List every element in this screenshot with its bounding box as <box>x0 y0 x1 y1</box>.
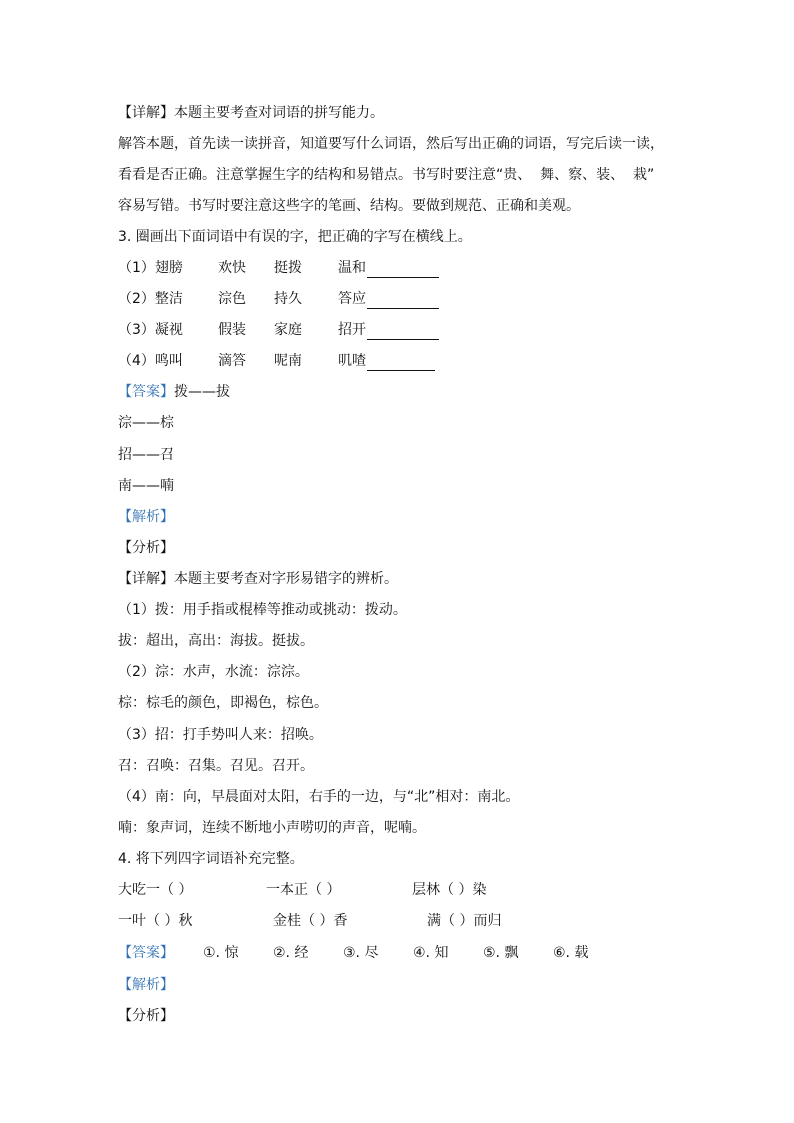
idiom-blank-3: 层林（ ）染 <box>412 882 487 898</box>
word-1: 整洁 <box>154 291 183 307</box>
idiom-blank-4: 一叶（ ）秋 <box>118 913 193 929</box>
answer-line-4: 南——喃 <box>118 478 174 494</box>
word-3: 持久 <box>274 291 302 307</box>
idiom-blank-6: 满（ ）而归 <box>427 913 502 929</box>
answer-blank[interactable] <box>367 355 435 371</box>
answer-label: 【答案】 <box>118 384 174 400</box>
detail-paragraph-1 <box>118 103 384 123</box>
answer-4: ④. 知 <box>413 945 449 961</box>
note-line-6: 召：召唤：召集。召见。召开。 <box>118 758 314 774</box>
detail-text: 本题主要考查对字形易错字的辨析。 <box>174 571 398 587</box>
answer-6: ⑥. 载 <box>553 945 589 961</box>
question-3-title: 3. 圈画出下面词语中有误的字，把正确的字写在横线上。 <box>118 229 472 245</box>
word-2: 欢快 <box>218 260 246 276</box>
detail-label: 【详解】 <box>118 571 174 587</box>
word-4: 叽喳 <box>338 353 366 369</box>
answer-blank[interactable] <box>367 262 439 278</box>
word-2: 滴答 <box>218 353 246 369</box>
idiom-blank-2: 一本正（ ） <box>266 882 341 898</box>
row-number: （1） <box>118 260 155 276</box>
word-1: 凝视 <box>154 322 183 338</box>
note-line-4: 棕：棕毛的颜色，即褐色，棕色。 <box>118 695 328 711</box>
answer-blank[interactable] <box>367 293 439 309</box>
idiom-blank-5: 金桂（ ）香 <box>273 913 348 929</box>
jiexi-label: 【解析】 <box>118 509 174 525</box>
answer-3: ③. 尽 <box>343 945 379 961</box>
answer-line-1: 拨——拔 <box>174 384 230 400</box>
answer-label: 【答案】 <box>118 945 174 961</box>
detail-label: 【详解】 <box>118 105 174 121</box>
answer-5: ⑤. 飘 <box>483 945 519 961</box>
answer-blank[interactable] <box>367 324 439 340</box>
word-1: 鸣叫 <box>154 353 183 369</box>
word-4: 温和 <box>338 260 366 276</box>
row-number: （2） <box>118 291 155 307</box>
q3-answer-line <box>118 382 230 402</box>
note-line-5: （3）招：打手势叫人来：招唤。 <box>118 727 323 743</box>
detail-line-2: 解答本题，首先读一读拼音，知道要写什么词语，然后写出正确的词语，写完后读一读， <box>118 136 664 152</box>
detail-line-4: 容易写错。书写时要注意这些字的笔画、结构。要做到规范、正确和美观。 <box>118 198 580 214</box>
q4-fenxi-label: 【分析】 <box>118 1008 174 1024</box>
row-number: （4） <box>118 353 155 369</box>
word-3: 呢南 <box>274 353 302 369</box>
word-4: 答应 <box>338 291 366 307</box>
idiom-blank-1: 大吃一（ ） <box>118 882 193 898</box>
q3-detail <box>118 569 398 589</box>
note-line-8: 喃：象声词，连续不断地小声唠叨的声音，呢喃。 <box>118 820 426 836</box>
word-4: 招开 <box>338 322 366 338</box>
note-line-7: （4）南：向，早晨面对太阳，右手的一边，与“北”相对：南北。 <box>118 789 520 805</box>
fenxi-label: 【分析】 <box>118 540 174 556</box>
word-2: 假装 <box>218 322 246 338</box>
question-4-title: 4. 将下列四字词语补充完整。 <box>118 851 304 867</box>
answer-1: ①. 惊 <box>203 945 239 961</box>
word-2: 淙色 <box>218 291 246 307</box>
note-line-2: 拔：超出，高出：海拔。挺拔。 <box>118 633 314 649</box>
answer-line-3: 招——召 <box>118 447 174 463</box>
answer-line-2: 淙——棕 <box>118 415 174 431</box>
answer-2: ②. 经 <box>273 945 309 961</box>
word-3: 挺拨 <box>274 260 302 276</box>
row-number: （3） <box>118 322 155 338</box>
word-1: 翅膀 <box>154 260 183 276</box>
note-line-1: （1）拨：用手指或棍棒等推动或挑动：拨动。 <box>118 602 407 618</box>
q4-jiexi-label: 【解析】 <box>118 977 174 993</box>
word-3: 家庭 <box>274 322 302 338</box>
note-line-3: （2）淙：水声，水流：淙淙。 <box>118 664 309 680</box>
detail-line-3: 看看是否正确。注意掌握生字的结构和易错点。书写时要注意“贵、 舞、察、装、 栽” <box>118 167 655 183</box>
detail-text: 本题主要考查对词语的拼写能力。 <box>174 105 384 121</box>
